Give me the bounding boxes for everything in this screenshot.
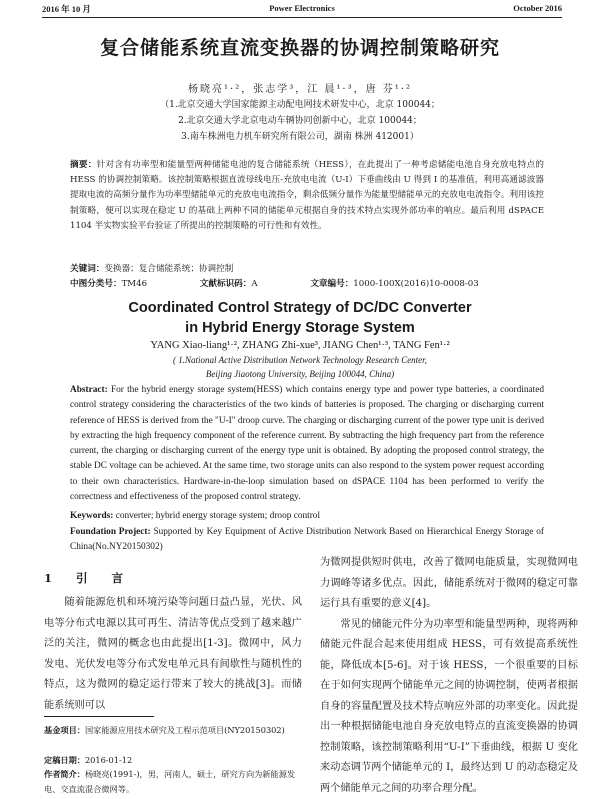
english-authors: YANG Xiao-liang¹·², ZHANG Zhi-xue³, JIANG Chen¹·³, TANG Fen¹·²	[0, 340, 600, 351]
footnote-date	[44, 753, 302, 768]
footnote-rule	[44, 716, 154, 717]
english-affiliation-line-1: ( 1.National Active Distribution Network Technology Research Center,	[0, 355, 600, 365]
running-header	[42, 3, 562, 17]
right-column-paragraph-2: 常见的储能元件分为功率型和能量型两种，现将两种储能元件混合起来使用组成 HESS，可有效提高系统性能，降低成本[5-6]。对于该 HESS，一个很重要的目标在于如何实现两个储能单元之间的协调控制，使两者根据自身的容量配置及技术特点响应外部的功率变化。因此提出一种根据储能电池自身充放电特点的直流变换器的协调控制策略，该控制策略利用“U-I”下垂曲线，根据 U 变化来动态调节两个储能单元的 I，最终达到 U 的动态稳定及两个储能单元之间的功率合理分配。	[320, 615, 578, 799]
english-title-line-2: in Hybrid Energy Storage System	[0, 320, 600, 336]
header-rule	[42, 17, 562, 18]
english-abstract	[70, 383, 544, 505]
english-keywords-text: converter; hybrid energy storage system; droop control	[116, 511, 320, 521]
header-date-cn: 2016 年 10 月	[42, 3, 91, 15]
chinese-authors: 杨晓亮¹·²，张志学³，江 晨¹·³，唐 芬¹·²	[0, 80, 600, 95]
foundation-text: Supported by Key Equipment of Active Distribution Network Based on Hierarchical Energy Storage of China(No.NY20150302)	[70, 527, 544, 552]
footnote-author	[44, 767, 302, 797]
foundation-label: Foundation Project:	[70, 527, 151, 537]
footnote-fund-label: 基金项目：	[44, 725, 85, 735]
doc-code-value: A	[251, 279, 257, 289]
english-abstract-text: For the hybrid energy storage system(HESS) which contains energy type and power type batteries, a coordinated control strategy considering the characteristics of the two kinds of batteries is proposed. The charging or discharging current reference of HESS is derived from the "U-I" droop curve. The charging or discharging current of the power type unit is derived by extracting the high frequency component of the reference current. By subtracting the high frequency part from the reference current, the charging or discharging current of the energy type unit is obtained. By adopting the proposed control strategy, the stable DC voltage can be achieved. At the same time, two storage units can also respond to the system power request according to their own characteristics. Hardware-in-the-loop simulation based on dSPACE 1104 has been performed to verify the correctness and effectiveness of the proposed control strategy.	[70, 385, 544, 502]
chinese-keywords-label: 关键词：	[70, 264, 104, 274]
chinese-affiliation-1: （1.北京交通大学国家能源主动配电网技术研发中心，北京 100044；	[0, 97, 600, 110]
section-heading-introduction: 1 引 言	[44, 570, 133, 586]
chinese-affiliation-3: 3.南车株洲电力机车研究所有限公司，湖南 株洲 412001）	[0, 129, 600, 142]
doc-code-label: 文献标识码：	[200, 279, 252, 289]
right-column-paragraph-1: 为微网提供短时供电，改善了微网电能质量，实现微网电力调峰等诸多优点。因此，储能系统对于微网的稳定可靠运行具有重要的意义[4]。	[320, 553, 578, 615]
footnote-date-text: 2016-01-12	[85, 755, 132, 765]
footnote-fund-text: 国家能源应用技术研究及工程示范项目(NY20150302)	[85, 725, 285, 735]
english-affiliation-line-2: Beijing Jiaotong University, Beijing 100044, China)	[0, 369, 600, 379]
article-number-value: 1000-100X(2016)10-0008-03	[353, 279, 478, 289]
english-keywords-label: Keywords:	[70, 511, 113, 521]
clc-value: TM46	[122, 279, 147, 289]
chinese-abstract-text: 针对含有功率型和能量型两种储能电池的复合储能系统（HESS），在此提出了一种考虑储能电池自身充放电特点的 HESS 的协调控制策略。该控制策略根据直流母线电压-充放电电流（U-I）下垂曲线由 U 得到 I 的基准值，利用高通滤波器提取电流的高频分量作为功率型储能单元的充放电电流指令，剩余低频分量作为能量型储能单元的充放电电流指令。利用该控制策略，便可以实现在稳定 U 的基础上两种不同的储能单元根据自身的技术特点实现外部功率的响应。最后利用 dSPACE 1104 半实物实验平台验证了所提出的控制策略的可行性和有效性。	[70, 160, 544, 231]
article-number-label: 文章编号：	[310, 279, 353, 289]
header-journal: Power Electronics	[42, 3, 562, 13]
footnote-date-label: 定稿日期：	[44, 755, 85, 765]
chinese-keywords	[70, 262, 544, 277]
english-keywords	[70, 509, 544, 524]
chinese-affiliation-2: 2.北京交通大学北京电动车辆协同创新中心，北京 100044；	[0, 113, 600, 126]
foundation-project	[70, 525, 544, 556]
clc-label: 中图分类号：	[70, 279, 122, 289]
chinese-abstract	[70, 158, 544, 234]
classification-line	[70, 277, 544, 292]
english-title-line-1: Coordinated Control Strategy of DC/DC Converter	[0, 300, 600, 316]
english-abstract-label: Abstract:	[70, 385, 108, 395]
header-date-en: October 2016	[513, 3, 562, 13]
chinese-abstract-label: 摘要：	[70, 160, 97, 170]
chinese-title: 复合储能系统直流变换器的协调控制策略研究	[0, 33, 600, 60]
footnote-fund	[44, 723, 302, 738]
footnote-author-text: 杨晓亮(1991-)，男，河南人，硕士，研究方向为新能源发电、交直流混合微网等。	[44, 769, 295, 794]
right-column	[320, 553, 578, 799]
footnote-author-label: 作者简介：	[44, 769, 85, 779]
left-column-paragraph: 随着能源危机和环境污染等问题日益凸显，光伏、风电等分布式电源以其可再生、清洁等优点受到了越来越广泛的关注，微网的概念也由此提出[1-3]。微网中，风力发电、光伏发电等分布式发电单元具有间歇性与随机性的特点，这为微网的稳定运行带来了较大的挑战[3]。而储能系统则可以	[44, 593, 302, 716]
chinese-keywords-text: 变换器；复合储能系统；协调控制	[104, 264, 233, 274]
